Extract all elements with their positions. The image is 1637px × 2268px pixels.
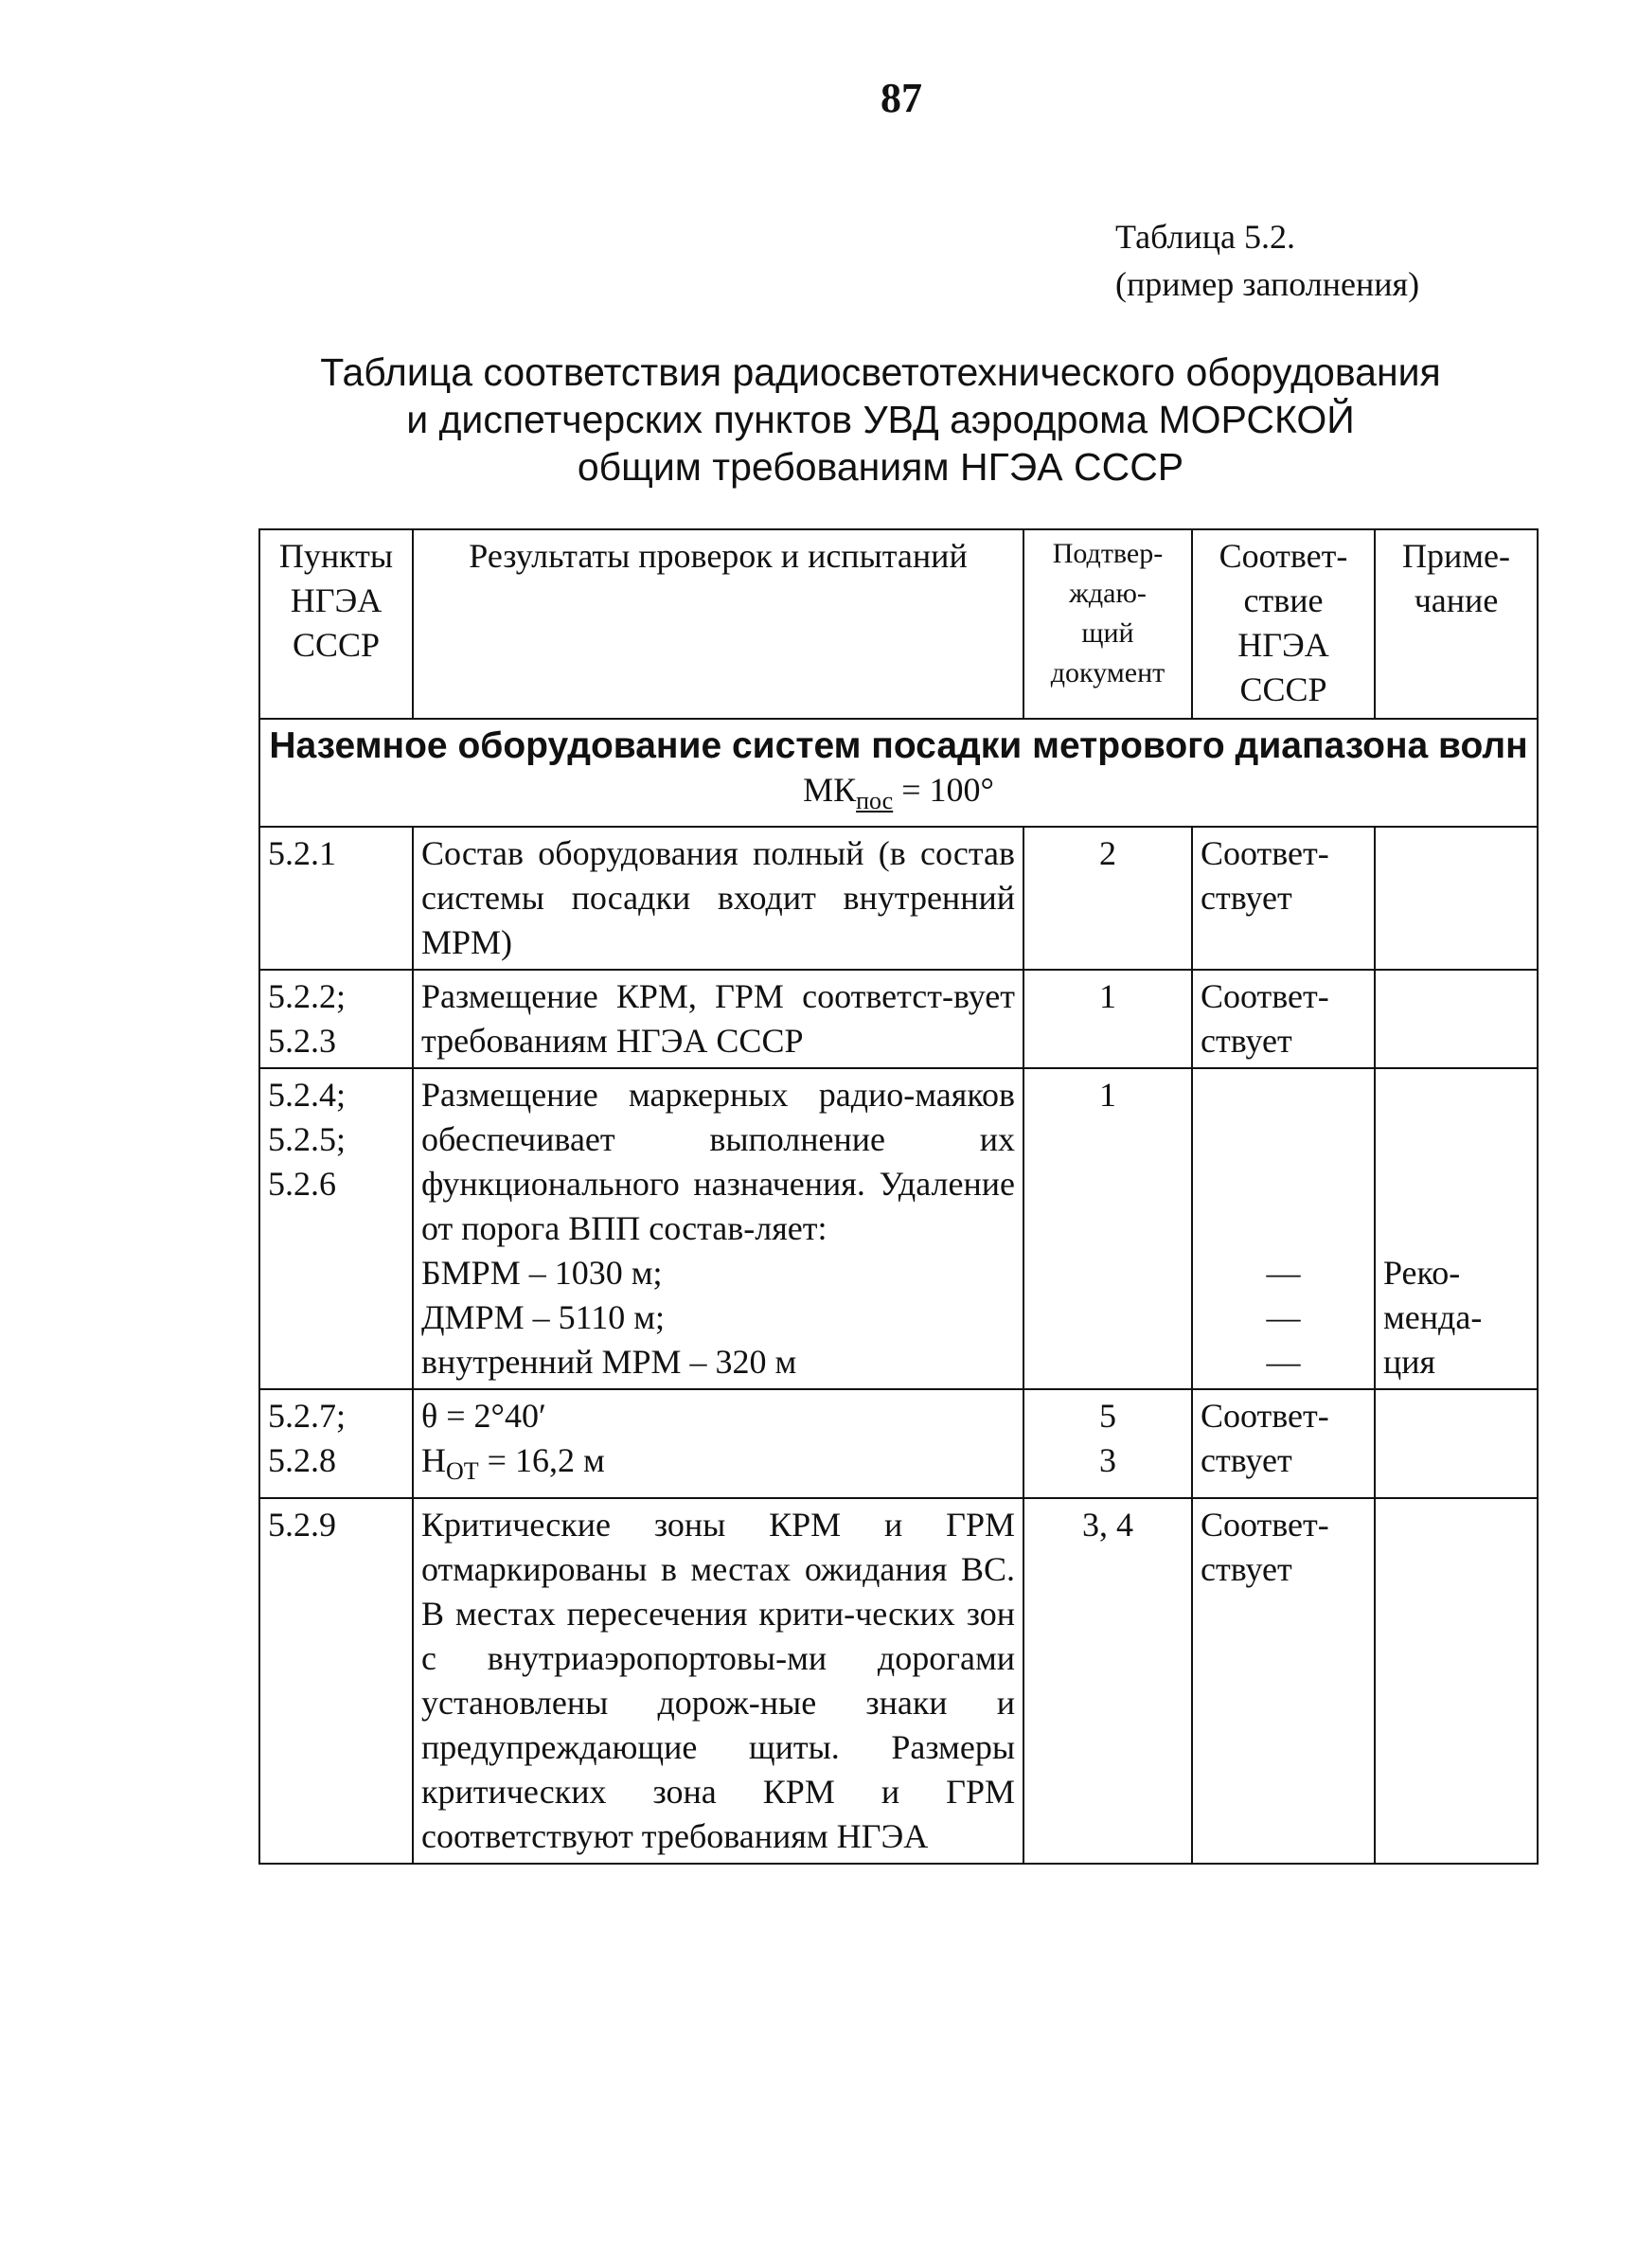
row-document: 1: [1023, 970, 1192, 1068]
page-number: 87: [881, 75, 922, 121]
row-compliance: Соответ- ствует: [1192, 827, 1375, 970]
row-result: Размещение КРМ, ГРМ соответст-вует требованиям НГЭА СССР: [413, 970, 1023, 1068]
row-points: 5.2.1: [259, 827, 413, 970]
header-compliance: Соответ- ствие НГЭА СССР: [1192, 529, 1375, 719]
row-document: 2: [1023, 827, 1192, 970]
table-row: [259, 1389, 1538, 1498]
title-line-2: и диспетчерских пунктов УВД аэродрома МОРСКОЙ: [406, 398, 1355, 441]
row-result-text: Размещение маркерных радио-маяков обеспечивает выполнение их функционального назначения. Удаление от порога ВПП состав-ляет:: [421, 1076, 1015, 1248]
table-row: [259, 970, 1538, 1068]
row-compliance: Соответ- ствует: [1192, 970, 1375, 1068]
row-compliance: Соответ- ствует: [1192, 1498, 1375, 1864]
title-line-1: Таблица соответствия радиосветотехнического оборудования: [320, 350, 1441, 394]
row-document: 3, 4: [1023, 1498, 1192, 1864]
row-note: [1375, 1068, 1538, 1389]
row-document: 1: [1023, 1068, 1192, 1389]
row-points: 5.2.7; 5.2.8: [259, 1389, 413, 1498]
header-results: Результаты проверок и испытаний: [413, 529, 1023, 719]
row-note: [1375, 827, 1538, 970]
table-caption-note: (пример заполнения): [1115, 265, 1420, 303]
row-points: 5.2.4; 5.2.5; 5.2.6: [259, 1068, 413, 1389]
row-note: [1375, 1498, 1538, 1864]
table-label: [1115, 213, 1419, 308]
row-note: [1375, 970, 1538, 1068]
document-title: [265, 348, 1496, 491]
row-result: Критические зоны КРМ и ГРМ отмаркированы в местах ожидания ВС. В местах пересечения крити-ческих зон с внутриаэропортовы-ми дорогами установлены дорож-ные знаки и предупреждающие щиты. Размеры критических зона КРМ и ГРМ соответствуют требованиям НГЭА: [413, 1498, 1023, 1864]
row-points: 5.2.2; 5.2.3: [259, 970, 413, 1068]
section-title: Наземное оборудование систем посадки метрового диапазона волн: [269, 725, 1528, 766]
row-result-list: БМРМ – 1030 м; ДМРМ – 5110 м; внутренний МРМ – 320 м: [421, 1254, 797, 1382]
header-note: Приме- чание: [1375, 529, 1538, 719]
table-row: [259, 827, 1538, 970]
table-header-row: [259, 529, 1538, 719]
compliance-table: [258, 528, 1539, 1865]
row-document: 5 3: [1023, 1389, 1192, 1498]
table-number: Таблица 5.2.: [1115, 218, 1295, 256]
section-cell: [259, 719, 1538, 827]
table-row: [259, 1068, 1538, 1389]
row-result: [413, 1068, 1023, 1389]
row-note: [1375, 1389, 1538, 1498]
title-line-3: общим требованиям НГЭА СССР: [577, 445, 1184, 489]
row-compliance: [1192, 1068, 1375, 1389]
row-result: [413, 1389, 1023, 1498]
header-document: Подтвер- ждаю- щий документ: [1023, 529, 1192, 719]
row-result: Состав оборудования полный (в состав системы посадки входит внутренний МРМ): [413, 827, 1023, 970]
row-result-height: $H_{OT} = 16,2$ м: [421, 1441, 605, 1486]
section-course: $МК_{пос} = 100^\circ$: [803, 771, 994, 815]
section-row: [259, 719, 1538, 827]
row-result-theta: θ = 2°40′: [421, 1397, 546, 1436]
row-compliance-dashes: — — —: [1266, 1254, 1301, 1382]
row-compliance: Соответ- ствует: [1192, 1389, 1375, 1498]
table-row: [259, 1498, 1538, 1864]
header-points: Пункты НГЭА СССР: [259, 529, 413, 719]
row-note-text: Реко- менда- ция: [1383, 1254, 1483, 1382]
row-points: 5.2.9: [259, 1498, 413, 1864]
